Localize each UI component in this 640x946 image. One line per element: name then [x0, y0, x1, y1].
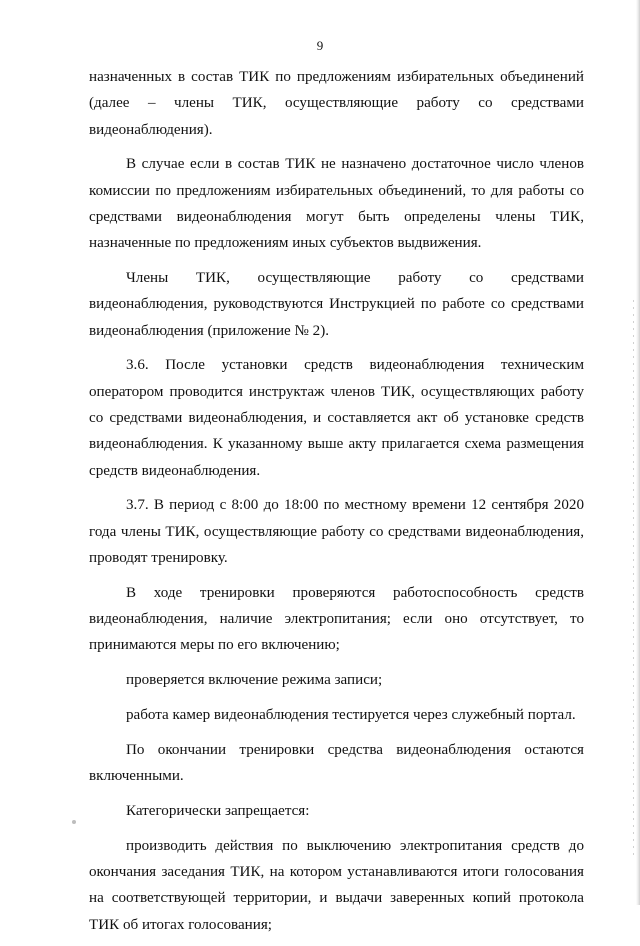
paragraph-insufficient-members: В случае если в состав ТИК не назначено достаточное число членов комиссии по предложениям избирательных объединений, то для работы со средствами видеонаблюдения могут быть определены члены ТИК, назначенные по предложениям иных субъектов выдвижения.	[89, 156, 584, 252]
paragraph-training-checks: В ходе тренировки проверяются работоспособность средств видеонаблюдения, наличие электропитания; если оно отсутствует, то принимаются меры по его включению;	[89, 584, 584, 654]
paragraph-recording-check: проверяется включение режима записи;	[126, 672, 383, 689]
paragraph-section-3-6: 3.6. После установки средств видеонаблюдения техническим оператором проводится инструктаж членов ТИК, осуществляющих работу со средствами видеонаблюдения, и составляется акт об установке средств видеонаблюдения. К указанному выше акту прилагается схема размещения средств видеонаблюдения.	[89, 357, 584, 479]
paragraph-after-training: По окончании тренировки средства видеонаблюдения остаются включенными.	[89, 741, 584, 785]
paragraph-section-3-7: 3.7. В период с 8:00 до 18:00 по местному времени 12 сентября 2020 года члены ТИК, осуществляющие работу со средствами видеонаблюдения, проводят тренировку.	[89, 497, 584, 567]
paragraph-portal-test: работа камер видеонаблюдения тестируется через служебный портал.	[126, 707, 576, 724]
page-number: 9	[316, 38, 324, 53]
paragraph-members-definition: назначенных в состав ТИК по предложениям избирательных объединений (далее – члены ТИК, осуществляющие работу со средствами видеонаблюдения).	[89, 69, 584, 138]
paragraph-instruction-reference: Члены ТИК, осуществляющие работу со средствами видеонаблюдения, руководствуются Инструкцией по работе со средствами видеонаблюдения (приложение № 2).	[89, 270, 584, 339]
scan-edge-shadow	[636, 0, 640, 905]
scan-dust-mark	[72, 820, 76, 824]
scan-edge-marks	[633, 300, 634, 860]
document-body	[89, 64, 584, 946]
paragraph-prohibited-heading: Категорически запрещается:	[126, 802, 310, 819]
paragraph-power-off-prohibition: производить действия по выключению электропитания средств до окончания заседания ТИК, на котором устанавливаются итоги голосования на соответствующей территории, и выдачи заверенных копий протокола ТИК об итогах голосования;	[89, 837, 584, 933]
